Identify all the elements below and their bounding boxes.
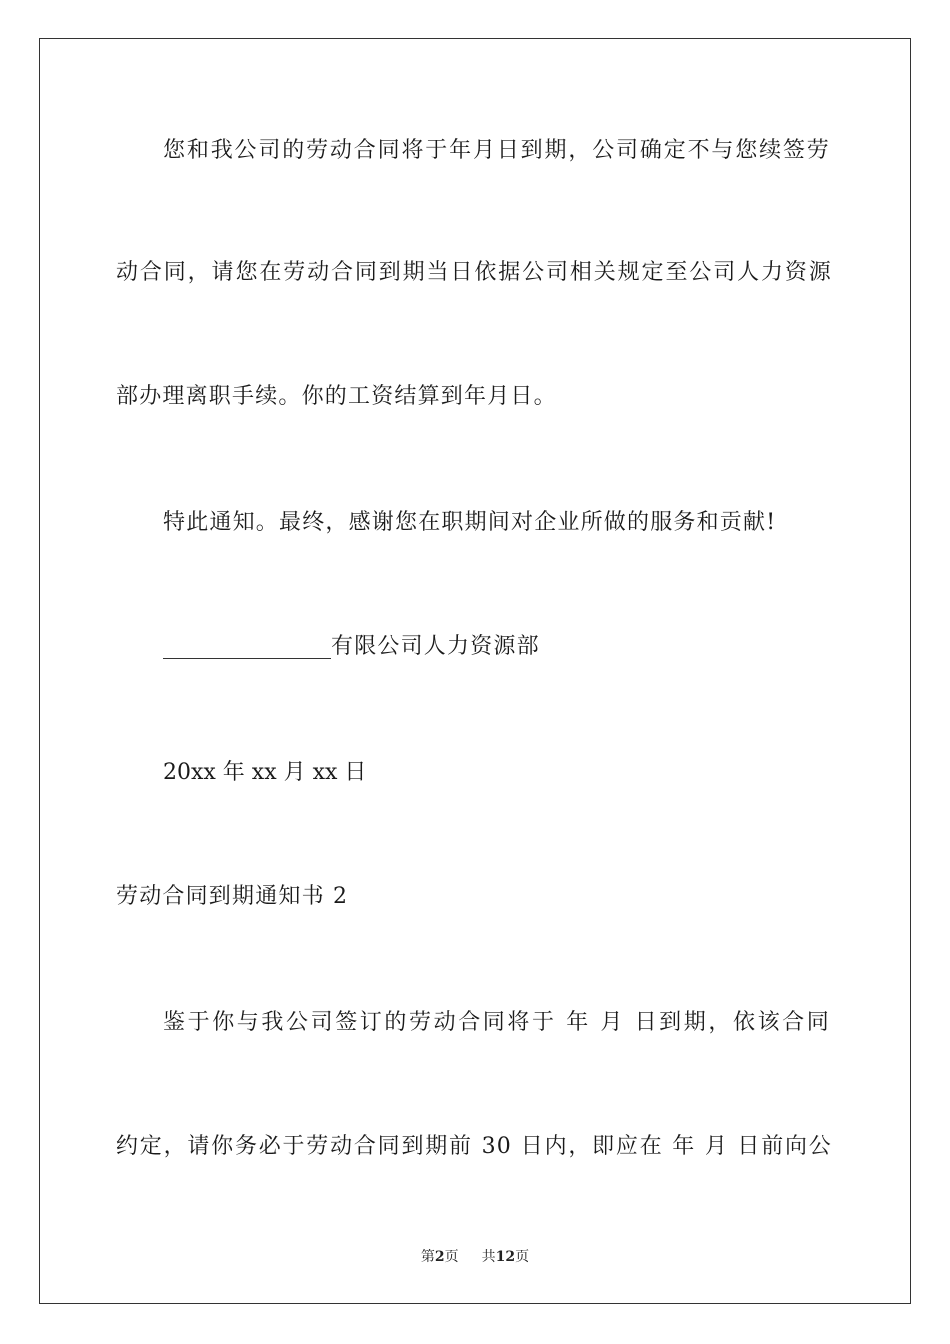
paragraph2-line-1: 鉴于你与我公司签订的劳动合同将于 年 月 日到期，依该合同 xyxy=(163,1010,830,1035)
footer-total-suffix: 页 xyxy=(515,1249,530,1265)
footer-total-prefix: 共 xyxy=(481,1249,496,1265)
footer-page-prefix: 第 xyxy=(420,1249,435,1265)
signature-line xyxy=(163,632,883,662)
closing-line: 特此通知。最终，感谢您在职期间对企业所做的服务和贡献! xyxy=(163,510,777,535)
signature-department: 有限公司人力资源部 xyxy=(331,634,540,659)
section-title: 劳动合同到期通知书 2 xyxy=(116,884,349,909)
paragraph-line-3: 部办理离职手续。你的工资结算到年月日。 xyxy=(116,384,557,409)
paragraph2-line-2: 约定，请你务必于劳动合同到期前 30 日内，即应在 年 月 日前向公 xyxy=(116,1134,832,1159)
paragraph-line-2: 动合同，请您在劳动合同到期当日依据公司相关规定至公司人力资源 xyxy=(116,260,832,285)
page-frame xyxy=(39,38,911,1304)
footer-page-suffix: 页 xyxy=(444,1249,459,1265)
footer-page-current: 2 xyxy=(434,1249,445,1265)
date-line: 20xx 年 xx 月 xx 日 xyxy=(163,760,367,785)
company-name-blank xyxy=(163,632,331,659)
footer-page-total: 12 xyxy=(495,1249,516,1265)
paragraph-line-1: 您和我公司的劳动合同将于年月日到期，公司确定不与您续签劳 xyxy=(163,138,830,163)
page-footer xyxy=(0,1247,950,1267)
